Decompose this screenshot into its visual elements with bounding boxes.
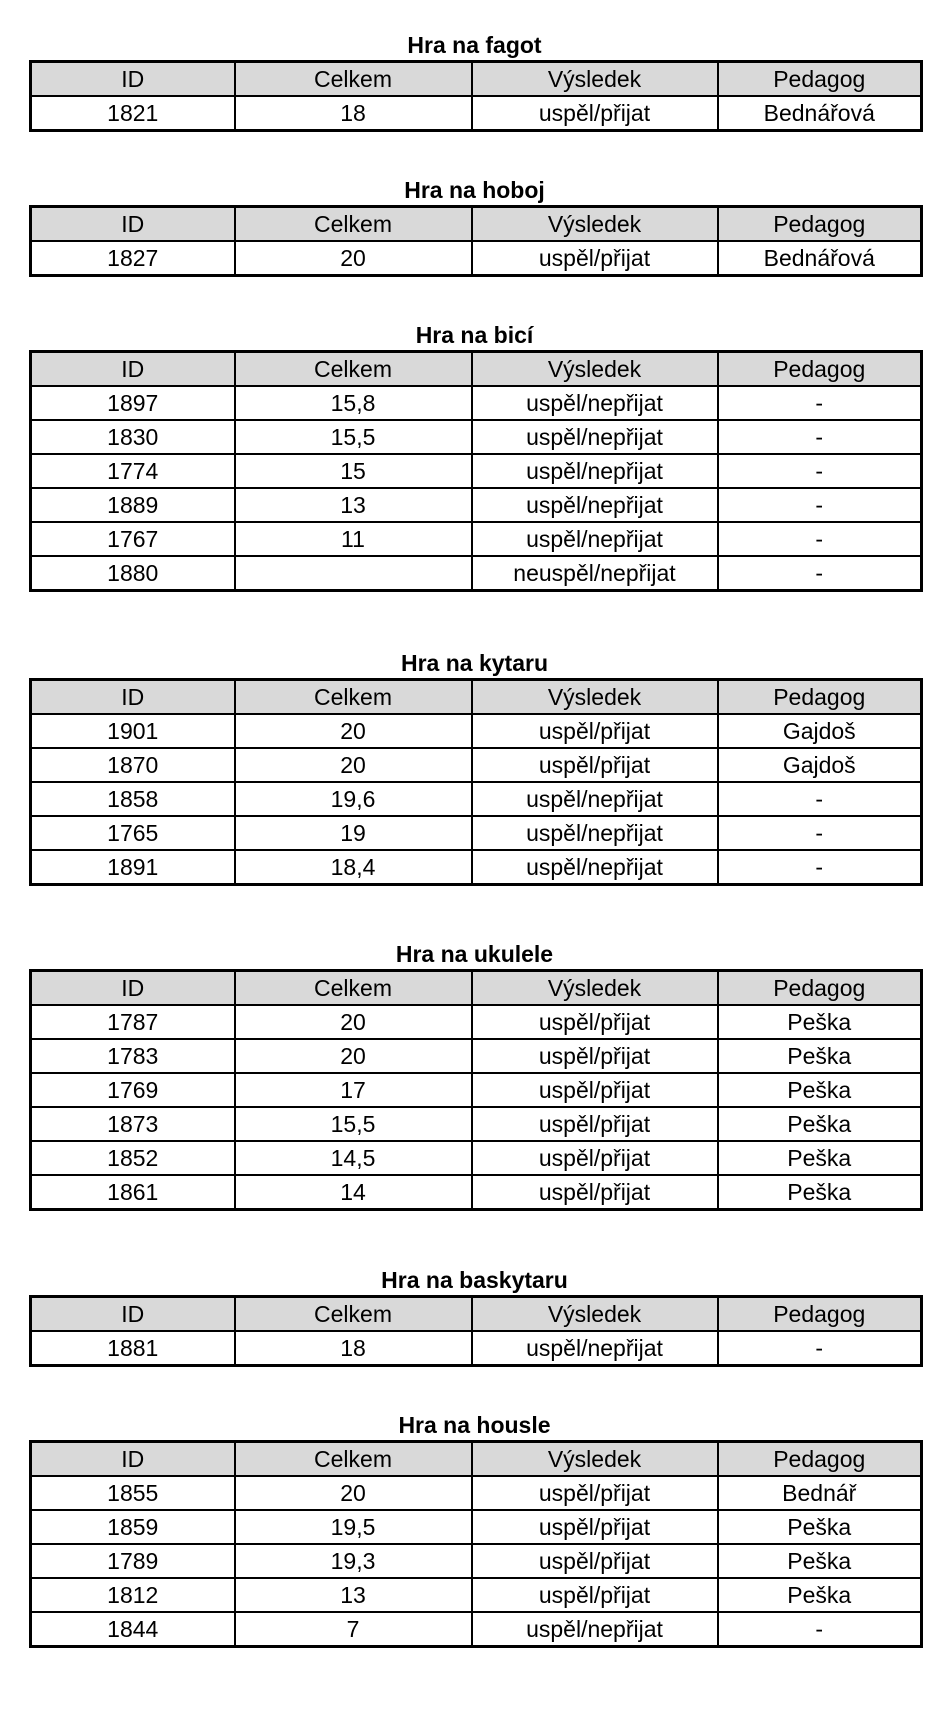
cell-total: 18	[235, 96, 472, 131]
header-id: ID	[31, 1297, 235, 1332]
cell-result: uspěl/přijat	[472, 1073, 718, 1107]
cell-teacher: Peška	[718, 1039, 922, 1073]
header-teacher: Pedagog	[718, 1442, 922, 1477]
section-title: Hra na baskytaru	[381, 1267, 568, 1293]
cell-id: 1774	[31, 454, 235, 488]
cell-result: uspěl/přijat	[472, 241, 718, 276]
results-table	[29, 1440, 923, 1648]
section-title: Hra na kytaru	[400, 650, 548, 676]
cell-result: uspěl/nepřijat	[472, 488, 718, 522]
table-header-row	[31, 680, 922, 715]
header-total: Celkem	[235, 352, 472, 387]
cell-result: uspěl/nepřijat	[472, 782, 718, 816]
cell-result: uspěl/přijat	[472, 1107, 718, 1141]
cell-total: 20	[235, 714, 472, 748]
cell-result: uspěl/přijat	[472, 96, 718, 131]
table-header-row	[31, 1442, 922, 1477]
cell-result: uspěl/nepřijat	[472, 1612, 718, 1647]
cell-id: 1881	[31, 1331, 235, 1366]
cell-result: uspěl/nepřijat	[472, 454, 718, 488]
header-teacher: Pedagog	[718, 352, 922, 387]
results-section	[29, 648, 920, 886]
cell-total: 7	[235, 1612, 472, 1647]
cell-id: 1821	[31, 96, 235, 131]
cell-id: 1812	[31, 1578, 235, 1612]
results-table	[29, 678, 923, 886]
cell-total: 13	[235, 488, 472, 522]
cell-result: neuspěl/nepřijat	[472, 556, 718, 591]
cell-id: 1880	[31, 556, 235, 591]
cell-id: 1901	[31, 714, 235, 748]
cell-id: 1767	[31, 522, 235, 556]
cell-result: uspěl/přijat	[472, 1510, 718, 1544]
cell-teacher: Gajdoš	[718, 748, 922, 782]
cell-total: 15,5	[235, 420, 472, 454]
table-row	[31, 714, 922, 748]
results-table	[29, 1295, 923, 1367]
cell-result: uspěl/nepřijat	[472, 420, 718, 454]
cell-teacher: -	[718, 522, 922, 556]
results-table	[29, 205, 923, 277]
header-result: Výsledek	[472, 1442, 718, 1477]
header-total: Celkem	[235, 1297, 472, 1332]
table-row	[31, 420, 922, 454]
cell-teacher: Peška	[718, 1073, 922, 1107]
cell-teacher: Peška	[718, 1510, 922, 1544]
cell-total: 19,6	[235, 782, 472, 816]
cell-result: uspěl/přijat	[472, 1476, 718, 1510]
cell-result: uspěl/nepřijat	[472, 1331, 718, 1366]
header-result: Výsledek	[472, 352, 718, 387]
header-total: Celkem	[235, 1442, 472, 1477]
cell-total: 15	[235, 454, 472, 488]
header-result: Výsledek	[472, 62, 718, 97]
section-title: Hra na hoboj	[404, 177, 545, 203]
cell-teacher: Peška	[718, 1005, 922, 1039]
cell-teacher: -	[718, 1331, 922, 1366]
table-row	[31, 1476, 922, 1510]
cell-teacher: -	[718, 454, 922, 488]
results-table	[29, 969, 923, 1211]
cell-teacher: -	[718, 420, 922, 454]
cell-teacher: Peška	[718, 1578, 922, 1612]
cell-teacher: -	[718, 782, 922, 816]
table-row	[31, 1510, 922, 1544]
cell-total: 20	[235, 1005, 472, 1039]
header-teacher: Pedagog	[718, 207, 922, 242]
cell-result: uspěl/nepřijat	[472, 522, 718, 556]
results-section	[29, 320, 920, 592]
header-teacher: Pedagog	[718, 680, 922, 715]
cell-teacher: Bednář	[718, 1476, 922, 1510]
header-result: Výsledek	[472, 1297, 718, 1332]
cell-id: 1830	[31, 420, 235, 454]
results-section	[29, 1265, 920, 1367]
header-total: Celkem	[235, 207, 472, 242]
cell-result: uspěl/přijat	[472, 1039, 718, 1073]
cell-teacher: Gajdoš	[718, 714, 922, 748]
cell-total: 19,3	[235, 1544, 472, 1578]
header-result: Výsledek	[472, 971, 718, 1006]
cell-total: 18	[235, 1331, 472, 1366]
cell-teacher: Peška	[718, 1544, 922, 1578]
results-section	[29, 30, 920, 132]
cell-total: 20	[235, 241, 472, 276]
header-total: Celkem	[235, 971, 472, 1006]
cell-total: 20	[235, 748, 472, 782]
cell-id: 1858	[31, 782, 235, 816]
cell-id: 1891	[31, 850, 235, 885]
header-teacher: Pedagog	[718, 62, 922, 97]
cell-id: 1787	[31, 1005, 235, 1039]
table-row	[31, 1578, 922, 1612]
table-header-row	[31, 1297, 922, 1332]
cell-total: 14,5	[235, 1141, 472, 1175]
section-title: Hra na ukulele	[395, 941, 554, 967]
cell-total: 18,4	[235, 850, 472, 885]
table-row	[31, 782, 922, 816]
cell-total: 19	[235, 816, 472, 850]
cell-teacher: Peška	[718, 1141, 922, 1175]
header-teacher: Pedagog	[718, 971, 922, 1006]
cell-id: 1861	[31, 1175, 235, 1210]
table-row	[31, 241, 922, 276]
header-id: ID	[31, 352, 235, 387]
cell-teacher: Bednářová	[718, 96, 922, 131]
cell-total: 13	[235, 1578, 472, 1612]
table-row	[31, 1073, 922, 1107]
cell-result: uspěl/nepřijat	[472, 386, 718, 420]
section-title: Hra na housle	[398, 1412, 551, 1438]
results-section	[29, 1410, 920, 1648]
table-header-row	[31, 207, 922, 242]
results-table	[29, 350, 923, 592]
table-row	[31, 454, 922, 488]
header-total: Celkem	[235, 62, 472, 97]
cell-id: 1852	[31, 1141, 235, 1175]
header-total: Celkem	[235, 680, 472, 715]
cell-teacher: -	[718, 850, 922, 885]
cell-id: 1789	[31, 1544, 235, 1578]
table-row	[31, 1107, 922, 1141]
cell-result: uspěl/přijat	[472, 714, 718, 748]
section-title: Hra na bicí	[415, 322, 534, 348]
header-result: Výsledek	[472, 207, 718, 242]
table-row	[31, 748, 922, 782]
cell-id: 1783	[31, 1039, 235, 1073]
cell-result: uspěl/nepřijat	[472, 850, 718, 885]
table-row	[31, 1039, 922, 1073]
cell-id: 1844	[31, 1612, 235, 1647]
cell-total: 20	[235, 1476, 472, 1510]
results-section	[29, 939, 920, 1211]
cell-result: uspěl/přijat	[472, 1141, 718, 1175]
results-table	[29, 60, 923, 132]
table-row	[31, 556, 922, 591]
section-title: Hra na fagot	[407, 32, 542, 58]
results-section	[29, 175, 920, 277]
cell-total	[235, 556, 472, 591]
cell-teacher: -	[718, 816, 922, 850]
cell-result: uspěl/nepřijat	[472, 816, 718, 850]
cell-teacher: Peška	[718, 1175, 922, 1210]
header-id: ID	[31, 680, 235, 715]
cell-id: 1889	[31, 488, 235, 522]
cell-result: uspěl/přijat	[472, 1578, 718, 1612]
cell-result: uspěl/přijat	[472, 1544, 718, 1578]
cell-total: 15,5	[235, 1107, 472, 1141]
header-result: Výsledek	[472, 680, 718, 715]
table-row	[31, 522, 922, 556]
cell-teacher: -	[718, 556, 922, 591]
cell-teacher: Peška	[718, 1107, 922, 1141]
header-id: ID	[31, 62, 235, 97]
cell-total: 20	[235, 1039, 472, 1073]
cell-id: 1870	[31, 748, 235, 782]
cell-total: 14	[235, 1175, 472, 1210]
cell-total: 17	[235, 1073, 472, 1107]
cell-id: 1859	[31, 1510, 235, 1544]
table-header-row	[31, 62, 922, 97]
cell-total: 19,5	[235, 1510, 472, 1544]
cell-id: 1827	[31, 241, 235, 276]
header-id: ID	[31, 207, 235, 242]
cell-id: 1873	[31, 1107, 235, 1141]
table-row	[31, 850, 922, 885]
header-teacher: Pedagog	[718, 1297, 922, 1332]
cell-teacher: Bednářová	[718, 241, 922, 276]
table-row	[31, 1141, 922, 1175]
table-row	[31, 386, 922, 420]
table-header-row	[31, 971, 922, 1006]
cell-id: 1769	[31, 1073, 235, 1107]
cell-result: uspěl/přijat	[472, 1005, 718, 1039]
table-row	[31, 488, 922, 522]
cell-total: 15,8	[235, 386, 472, 420]
cell-total: 11	[235, 522, 472, 556]
table-row	[31, 816, 922, 850]
header-id: ID	[31, 1442, 235, 1477]
header-id: ID	[31, 971, 235, 1006]
cell-id: 1897	[31, 386, 235, 420]
cell-id: 1765	[31, 816, 235, 850]
cell-id: 1855	[31, 1476, 235, 1510]
cell-teacher: -	[718, 1612, 922, 1647]
table-row	[31, 1612, 922, 1647]
table-row	[31, 1175, 922, 1210]
table-row	[31, 96, 922, 131]
cell-teacher: -	[718, 488, 922, 522]
table-row	[31, 1544, 922, 1578]
cell-result: uspěl/přijat	[472, 748, 718, 782]
table-row	[31, 1331, 922, 1366]
table-header-row	[31, 352, 922, 387]
cell-result: uspěl/přijat	[472, 1175, 718, 1210]
cell-teacher: -	[718, 386, 922, 420]
table-row	[31, 1005, 922, 1039]
